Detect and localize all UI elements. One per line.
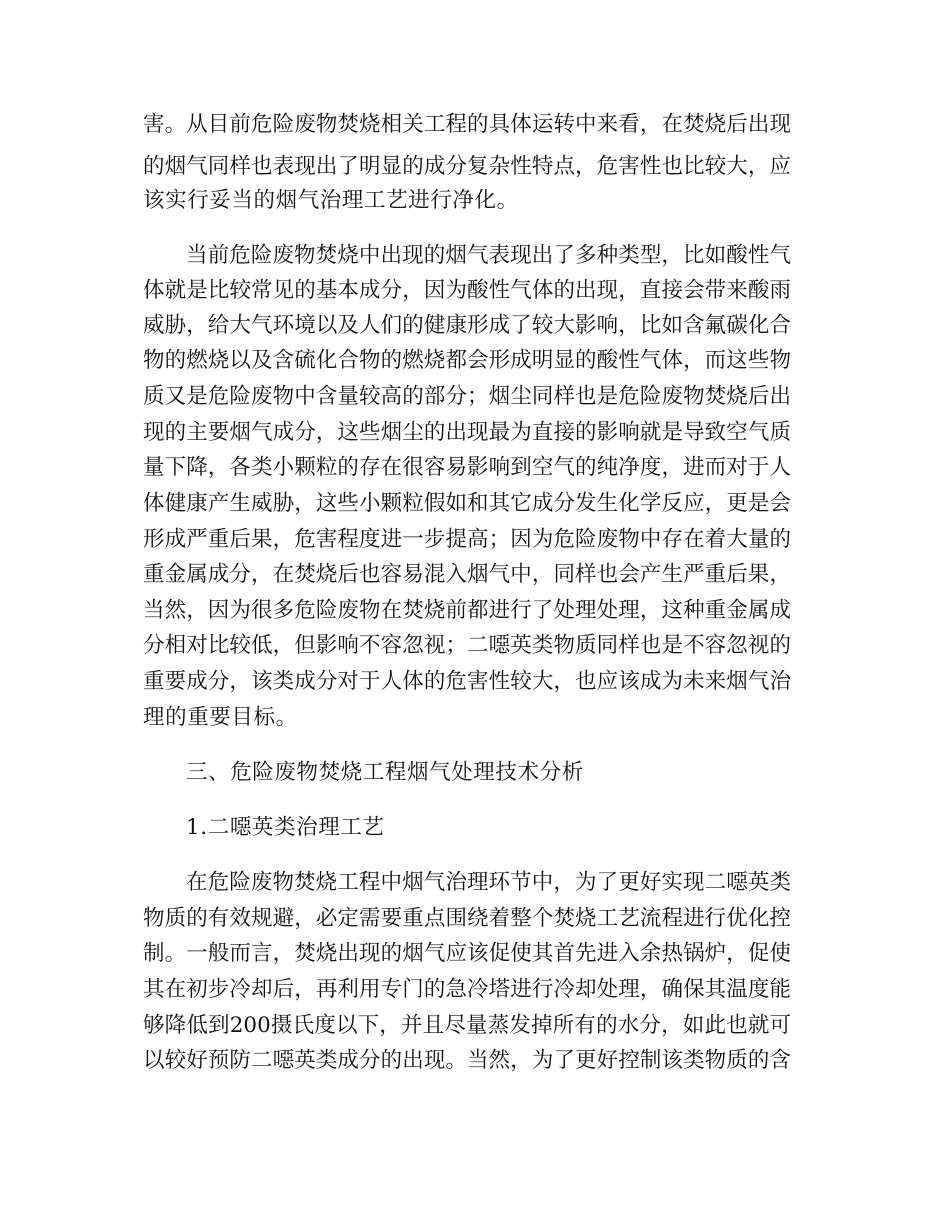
text-line: 质又是危险废物中含量较高的部分；烟尘同样也是危险废物焚烧后出 — [143, 384, 791, 409]
text-line: 够降低到200摄氏度以下，并且尽量蒸发掉所有的水分，如此也就可 — [143, 1013, 791, 1038]
text-line: 形成严重后果，危害程度进一步提高；因为危险废物中存在着大量的 — [143, 527, 791, 552]
text-line: 重金属成分，在焚烧后也容易混入烟气中，同样也会产生严重后果， — [143, 562, 791, 587]
text-line: 以较好预防二噁英类成分的出现。当然，为了更好控制该类物质的含 — [143, 1048, 791, 1073]
text-line: 分相对比较低，但影响不容忽视；二噁英类物质同样也是不容忽视的 — [143, 633, 791, 658]
text-line: 体就是比较常见的基本成分，因为酸性气体的出现，直接会带来酸雨 — [143, 278, 791, 303]
text-line: 物质的有效规避，必定需要重点围绕着整个焚烧工艺流程进行优化控 — [143, 906, 791, 931]
text-line: 物的燃烧以及含硫化合物的燃烧都会形成明显的酸性气体，而这些物 — [143, 348, 791, 373]
text-line: 的烟气同样也表现出了明显的成分复杂性特点，危害性也比较大，应 — [143, 154, 791, 179]
text-line: 制。一般而言，焚烧出现的烟气应该促使其首先进入余热锅炉，促使 — [143, 941, 791, 966]
section-heading: 三、危险废物焚烧工程烟气处理技术分析 — [186, 760, 584, 785]
subsection-heading: 1.二噁英类治理工艺 — [186, 815, 385, 840]
text-line: 该实行妥当的烟气治理工艺进行净化。 — [143, 188, 519, 213]
text-line: 害。从目前危险废物焚烧相关工程的具体运转中来看，在焚烧后出现 — [143, 112, 791, 137]
text-line: 体健康产生威胁，这些小颗粒假如和其它成分发生化学反应，更是会 — [143, 491, 791, 516]
text-line: 理的重要目标。 — [143, 705, 298, 730]
text-line: 威胁，给大气环境以及人们的健康形成了较大影响，比如含氟碳化合 — [143, 313, 791, 338]
text-line: 当然，因为很多危险废物在焚烧前都进行了处理处理，这种重金属成 — [143, 598, 791, 623]
text-line: 其在初步冷却后，再利用专门的急冷塔进行冷却处理，确保其温度能 — [143, 977, 791, 1002]
text-line: 现的主要烟气成分，这些烟尘的出现最为直接的影响就是导致空气质 — [143, 420, 791, 445]
text-line: 在危险废物焚烧工程中烟气治理环节中，为了更好实现二噁英类 — [186, 870, 791, 895]
text-line: 重要成分，该类成分对于人体的危害性较大，也应该成为未来烟气治 — [143, 669, 791, 694]
text-line: 量下降，各类小颗粒的存在很容易影响到空气的纯净度，进而对于人 — [143, 455, 791, 480]
text-line: 当前危险废物焚烧中出现的烟气表现出了多种类型，比如酸性气 — [186, 243, 791, 268]
